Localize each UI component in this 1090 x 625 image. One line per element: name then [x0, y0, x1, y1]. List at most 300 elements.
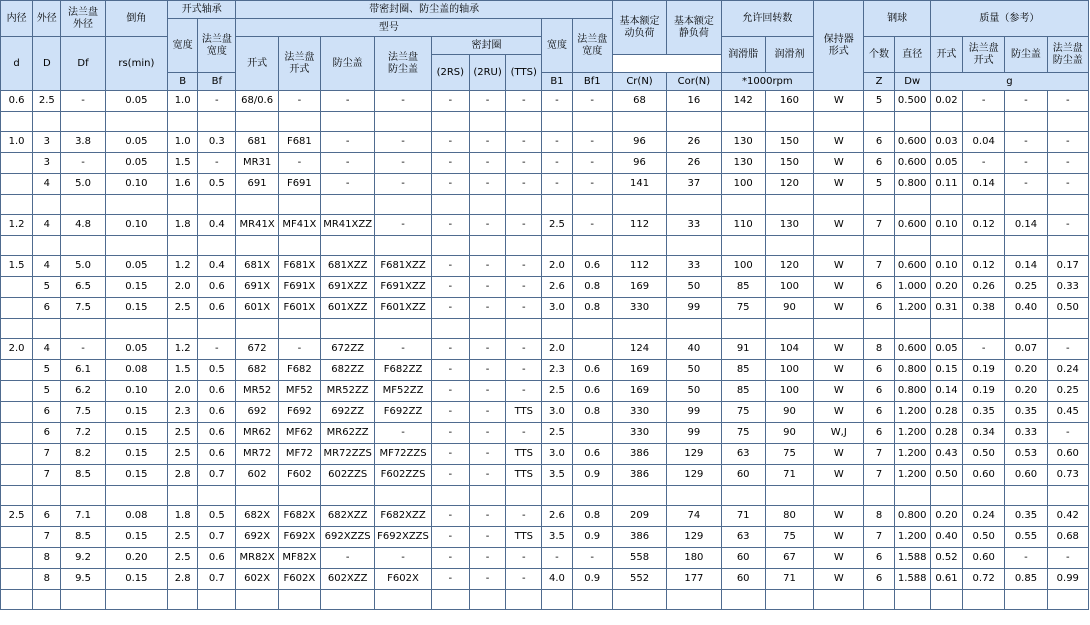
table-cell: - [1005, 174, 1047, 195]
table-cell: 3.8 [61, 132, 105, 153]
table-cell [198, 319, 236, 339]
table-cell: 0.10 [105, 174, 167, 195]
table-cell: 0.600 [894, 339, 930, 360]
table-cell: - [278, 153, 320, 174]
table-cell: 0.4 [198, 256, 236, 277]
col-ball-dia: 直径 [894, 37, 930, 73]
table-cell: - [469, 277, 505, 298]
table-cell: MR62 [236, 423, 278, 444]
table-cell: 601XZZ [321, 298, 375, 319]
table-cell [105, 486, 167, 506]
table-cell [667, 112, 721, 132]
table-cell: 1.000 [894, 277, 930, 298]
table-cell: W [814, 506, 864, 527]
table-cell: 8 [864, 506, 894, 527]
table-cell: - [321, 153, 375, 174]
table-cell: F682ZZ [375, 360, 431, 381]
table-cell [814, 236, 864, 256]
table-cell: 0.50 [963, 527, 1005, 548]
table-cell: 0.73 [1047, 465, 1088, 486]
table-cell: 7.1 [61, 506, 105, 527]
table-cell [105, 590, 167, 610]
table-cell: 129 [667, 527, 721, 548]
table-cell [542, 486, 572, 506]
table-cell [321, 319, 375, 339]
table-cell: 1.0 [168, 91, 198, 112]
table-cell: 2.5 [168, 527, 198, 548]
table-cell: - [375, 91, 431, 112]
table-cell: 0.20 [1005, 381, 1047, 402]
table-cell: MF82X [278, 548, 320, 569]
table-cell: 0.60 [963, 465, 1005, 486]
table-cell [198, 236, 236, 256]
table-cell [721, 319, 765, 339]
table-row [1, 132, 1089, 153]
table-cell: 0.5 [198, 174, 236, 195]
table-cell: - [375, 423, 431, 444]
table-cell [506, 590, 542, 610]
table-cell: 60 [721, 569, 765, 590]
table-cell: 602XZZ [321, 569, 375, 590]
table-cell: 0.31 [930, 298, 962, 319]
table-cell [721, 112, 765, 132]
table-cell: - [572, 91, 612, 112]
table-cell [431, 590, 469, 610]
table-cell: - [469, 527, 505, 548]
table-cell: 0.35 [1005, 402, 1047, 423]
col-mass-open: 开式 [930, 37, 962, 73]
table-cell: 9.5 [61, 569, 105, 590]
table-cell: 672 [236, 339, 278, 360]
table-cell: TTS [506, 465, 542, 486]
table-cell: 0.55 [1005, 527, 1047, 548]
table-cell: 602X [236, 569, 278, 590]
table-cell [1, 527, 33, 548]
table-cell: - [431, 444, 469, 465]
table-cell: 682XZZ [321, 506, 375, 527]
table-cell: 6 [33, 423, 61, 444]
table-cell: W [814, 402, 864, 423]
table-cell: 601X [236, 298, 278, 319]
table-cell: 0.15 [105, 569, 167, 590]
seal-2rs: (2RS) [431, 55, 469, 91]
table-cell: 558 [612, 548, 666, 569]
table-cell: 0.03 [930, 132, 962, 153]
table-cell: 74 [667, 506, 721, 527]
table-cell: F692X [278, 527, 320, 548]
table-cell [1, 236, 33, 256]
table-cell [1, 174, 33, 195]
table-cell: F681X [278, 256, 320, 277]
table-cell: - [1047, 132, 1088, 153]
table-cell [168, 112, 198, 132]
table-cell: 100 [765, 381, 813, 402]
table-cell [612, 319, 666, 339]
table-cell: 0.8 [572, 402, 612, 423]
table-cell: 0.600 [894, 153, 930, 174]
table-cell: 0.15 [105, 402, 167, 423]
table-cell [1, 298, 33, 319]
table-cell [1047, 319, 1088, 339]
table-cell: 6 [33, 402, 61, 423]
table-cell: - [506, 174, 542, 195]
table-cell: 7 [864, 256, 894, 277]
table-cell: - [542, 174, 572, 195]
table-cell: 120 [765, 256, 813, 277]
sym-Cor: Cor(N) [667, 73, 721, 91]
table-cell: 0.8 [572, 277, 612, 298]
table-cell: 8.5 [61, 465, 105, 486]
table-cell [572, 486, 612, 506]
table-cell: 5.0 [61, 174, 105, 195]
table-cell: 6 [864, 423, 894, 444]
table-cell: 68/0.6 [236, 91, 278, 112]
table-cell [963, 486, 1005, 506]
table-cell: - [431, 256, 469, 277]
table-cell: 8 [864, 339, 894, 360]
table-cell: - [1005, 132, 1047, 153]
table-cell: W [814, 360, 864, 381]
table-cell: 4.0 [542, 569, 572, 590]
table-cell: W [814, 277, 864, 298]
table-cell [236, 112, 278, 132]
col-speed: 允许回转数 [721, 1, 814, 37]
table-cell: - [469, 298, 505, 319]
table-cell: F682X [278, 506, 320, 527]
table-cell: F602 [278, 465, 320, 486]
table-cell: 1.2 [168, 256, 198, 277]
table-cell: MR62ZZ [321, 423, 375, 444]
table-row [1, 444, 1089, 465]
table-cell: 330 [612, 298, 666, 319]
table-cell [721, 590, 765, 610]
table-cell [105, 319, 167, 339]
table-cell: 68 [612, 91, 666, 112]
table-cell [864, 486, 894, 506]
table-cell: - [375, 548, 431, 569]
table-cell: 1.6 [168, 174, 198, 195]
table-cell: MF72 [278, 444, 320, 465]
table-cell: F602ZZS [375, 465, 431, 486]
table-cell [765, 236, 813, 256]
table-cell: - [431, 548, 469, 569]
table-cell: 104 [765, 339, 813, 360]
sym-Bf: Bf [198, 73, 236, 91]
table-cell: 75 [721, 423, 765, 444]
table-cell [61, 486, 105, 506]
table-cell: - [506, 298, 542, 319]
table-cell: W [814, 569, 864, 590]
table-cell: 7 [33, 527, 61, 548]
table-cell [894, 590, 930, 610]
table-row [1, 215, 1089, 236]
table-cell: - [278, 339, 320, 360]
table-cell: 2.8 [168, 569, 198, 590]
col-mass-flange-shield: 法兰盘 防尘盖 [1047, 37, 1088, 73]
table-cell: - [572, 215, 612, 236]
table-cell [61, 590, 105, 610]
table-cell: TTS [506, 444, 542, 465]
table-cell: 0.4 [198, 215, 236, 236]
table-cell: 80 [765, 506, 813, 527]
table-cell: MF41X [278, 215, 320, 236]
table-cell [1, 112, 33, 132]
table-cell [864, 112, 894, 132]
table-cell [1047, 236, 1088, 256]
col-model-shield: 防尘盖 [321, 37, 375, 91]
table-cell: - [375, 153, 431, 174]
table-cell [612, 195, 666, 215]
table-cell: - [61, 339, 105, 360]
table-cell: F692 [278, 402, 320, 423]
table-cell: 691X [236, 277, 278, 298]
table-cell: 63 [721, 527, 765, 548]
table-cell: 6 [864, 153, 894, 174]
table-cell [506, 236, 542, 256]
table-cell: 209 [612, 506, 666, 527]
table-cell: 1.8 [168, 506, 198, 527]
table-cell [814, 195, 864, 215]
table-cell: - [963, 91, 1005, 112]
table-cell: 0.15 [105, 423, 167, 444]
table-cell [236, 195, 278, 215]
table-cell: 0.9 [572, 569, 612, 590]
table-cell: 0.6 [572, 444, 612, 465]
col-seal: 密封圈 [431, 37, 542, 55]
table-cell [198, 590, 236, 610]
table-cell [612, 486, 666, 506]
table-cell: 2.5 [168, 444, 198, 465]
table-cell [542, 319, 572, 339]
table-cell: - [469, 444, 505, 465]
sym-Cr: Cr(N) [612, 73, 666, 91]
table-cell: 2.0 [168, 277, 198, 298]
table-cell [542, 112, 572, 132]
table-cell: 8.5 [61, 527, 105, 548]
table-row [1, 381, 1089, 402]
table-cell: 692ZZ [321, 402, 375, 423]
table-cell: MR31 [236, 153, 278, 174]
sym-Z: Z [864, 73, 894, 91]
table-cell [321, 236, 375, 256]
table-cell: - [321, 174, 375, 195]
col-dyn-load: 基本额定 动负荷 [612, 1, 666, 55]
table-cell: 1.5 [168, 153, 198, 174]
table-cell [431, 486, 469, 506]
table-cell: 2.5 [1, 506, 33, 527]
table-cell: - [572, 132, 612, 153]
table-cell: - [198, 339, 236, 360]
table-cell [765, 486, 813, 506]
table-cell [431, 112, 469, 132]
table-cell: MR72 [236, 444, 278, 465]
table-cell: - [278, 91, 320, 112]
table-cell: MR52 [236, 381, 278, 402]
table-cell [168, 195, 198, 215]
table-cell: 0.15 [105, 298, 167, 319]
table-cell: 681 [236, 132, 278, 153]
table-cell [321, 195, 375, 215]
table-cell: 0.14 [963, 174, 1005, 195]
table-cell [894, 319, 930, 339]
table-cell: 0.33 [1005, 423, 1047, 444]
table-cell: 386 [612, 465, 666, 486]
table-cell: 0.28 [930, 402, 962, 423]
table-cell: 3.0 [542, 402, 572, 423]
table-row-spacer [1, 195, 1089, 215]
table-cell: 2.8 [168, 465, 198, 486]
table-cell: 0.24 [1047, 360, 1088, 381]
table-cell [864, 236, 894, 256]
table-cell [469, 195, 505, 215]
table-cell [765, 195, 813, 215]
table-cell [1, 153, 33, 174]
table-cell: W [814, 381, 864, 402]
table-cell: - [469, 465, 505, 486]
table-cell: 1.200 [894, 402, 930, 423]
table-cell: W [814, 444, 864, 465]
table-cell: - [1047, 174, 1088, 195]
table-cell: 75 [765, 527, 813, 548]
table-cell: 3 [33, 153, 61, 174]
table-cell [321, 112, 375, 132]
table-cell [667, 195, 721, 215]
table-cell: - [431, 465, 469, 486]
table-cell [469, 486, 505, 506]
table-cell: 67 [765, 548, 813, 569]
table-cell: 0.25 [1005, 277, 1047, 298]
table-cell: 0.7 [198, 569, 236, 590]
table-cell: 5.0 [61, 256, 105, 277]
table-cell: 177 [667, 569, 721, 590]
table-cell: 6 [864, 360, 894, 381]
table-cell: 0.50 [930, 465, 962, 486]
col-flange-width-bf: 法兰盘 宽度 [198, 19, 236, 73]
table-cell: - [542, 91, 572, 112]
table-cell: 91 [721, 339, 765, 360]
table-cell [1, 444, 33, 465]
table-cell [542, 236, 572, 256]
table-cell [61, 319, 105, 339]
table-cell: - [321, 548, 375, 569]
table-cell [1, 465, 33, 486]
table-cell: 3.5 [542, 527, 572, 548]
table-cell: 129 [667, 465, 721, 486]
table-cell: 0.19 [963, 381, 1005, 402]
col-model-flange-open: 法兰盘 开式 [278, 37, 320, 91]
table-cell [930, 486, 962, 506]
table-cell: 0.6 [1, 91, 33, 112]
table-cell: 0.6 [572, 256, 612, 277]
table-cell: 0.42 [1047, 506, 1088, 527]
table-cell: 8 [33, 569, 61, 590]
table-cell [864, 319, 894, 339]
table-cell: - [375, 215, 431, 236]
table-cell: 672ZZ [321, 339, 375, 360]
table-cell: 2.0 [542, 339, 572, 360]
table-cell: 692 [236, 402, 278, 423]
table-cell: 0.53 [1005, 444, 1047, 465]
table-cell: 8.2 [61, 444, 105, 465]
table-row [1, 402, 1089, 423]
table-cell [814, 486, 864, 506]
table-cell [1, 360, 33, 381]
table-cell [572, 112, 612, 132]
table-cell: 0.6 [198, 298, 236, 319]
table-cell: 0.08 [105, 360, 167, 381]
table-cell: 0.800 [894, 174, 930, 195]
sym-B1: B1 [542, 73, 572, 91]
table-cell: - [1047, 215, 1088, 236]
table-cell: 0.17 [1047, 256, 1088, 277]
table-cell: 0.15 [105, 277, 167, 298]
table-cell: 2.5 [168, 298, 198, 319]
table-cell [1, 590, 33, 610]
table-cell [572, 423, 612, 444]
table-cell [1, 277, 33, 298]
table-cell: 4 [33, 215, 61, 236]
table-cell: 2.5 [33, 91, 61, 112]
table-cell: 681XZZ [321, 256, 375, 277]
table-cell: 1.8 [168, 215, 198, 236]
table-cell: 0.50 [963, 444, 1005, 465]
table-cell: W [814, 298, 864, 319]
table-cell [894, 486, 930, 506]
table-cell [814, 319, 864, 339]
table-cell: - [506, 153, 542, 174]
table-cell: - [431, 360, 469, 381]
table-cell: - [431, 423, 469, 444]
table-cell: - [469, 506, 505, 527]
table-cell: 85 [721, 360, 765, 381]
table-cell [105, 112, 167, 132]
table-cell [930, 195, 962, 215]
table-cell: 60 [721, 465, 765, 486]
table-cell: 6 [33, 506, 61, 527]
table-cell: 1.588 [894, 569, 930, 590]
table-cell: 33 [667, 256, 721, 277]
table-cell: 552 [612, 569, 666, 590]
table-cell: - [198, 153, 236, 174]
table-cell: 1.200 [894, 298, 930, 319]
table-cell: - [963, 339, 1005, 360]
table-cell: 0.10 [930, 215, 962, 236]
table-cell [1, 548, 33, 569]
table-cell [963, 319, 1005, 339]
table-cell: 6 [864, 298, 894, 319]
col-inner-dia: 内径 [1, 1, 33, 37]
table-cell [469, 236, 505, 256]
col-model-open: 开式 [236, 37, 278, 91]
table-cell [278, 590, 320, 610]
table-cell: TTS [506, 402, 542, 423]
table-cell: - [431, 381, 469, 402]
table-cell: 0.800 [894, 360, 930, 381]
table-cell: 0.600 [894, 215, 930, 236]
table-cell: F601XZZ [375, 298, 431, 319]
table-cell: 6 [864, 548, 894, 569]
table-cell: 0.05 [930, 339, 962, 360]
table-cell: - [431, 132, 469, 153]
table-cell: - [469, 548, 505, 569]
table-cell: 681X [236, 256, 278, 277]
table-cell: 0.28 [930, 423, 962, 444]
table-cell [572, 590, 612, 610]
table-cell: - [506, 132, 542, 153]
table-cell: - [1005, 548, 1047, 569]
table-cell [542, 590, 572, 610]
table-cell: - [61, 91, 105, 112]
